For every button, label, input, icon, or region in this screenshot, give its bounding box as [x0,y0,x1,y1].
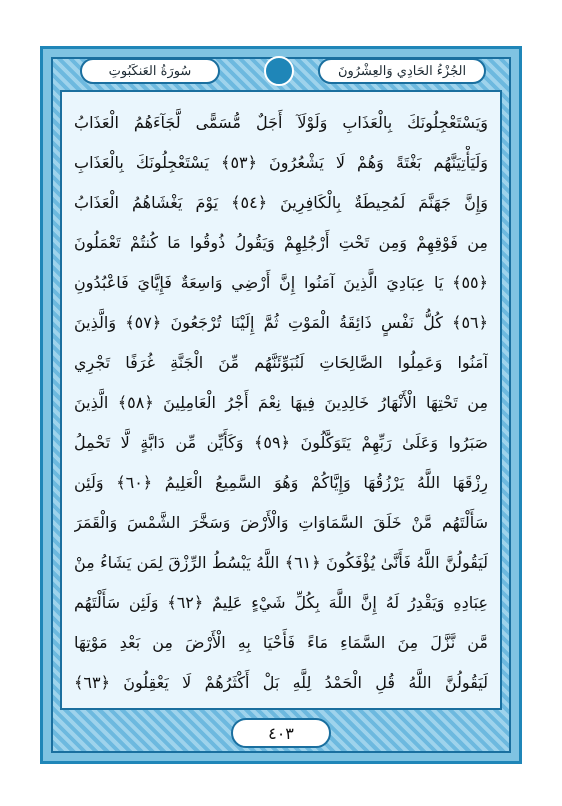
verse-line-1: وَيَسْتَعْجِلُونَكَ بِالْعَذَابِ وَلَوْلَآ أَجَلٌ مُّسَمًّى لَّجَآءَهُمُ الْعَذَابُ [74,113,488,132]
juz-title: الجُزْءُ الحَادِي وَالعِشْرُونَ [318,58,486,84]
verse-line-7: آمَنُوا وَعَمِلُوا الصَّالِحَاتِ لَنُبَوِّئَنَّهُم مِّنَ الْجَنَّةِ غُرَفًا تَجْرِي [74,353,488,372]
verse-line-3: وَإِنَّ جَهَنَّمَ لَمُحِيطَةٌ بِالْكَافِرِينَ ﴿٥٤﴾ يَوْمَ يَغْشَاهُمُ الْعَذَابُ [74,193,488,212]
header-ornament-icon [264,56,294,86]
verse-line-9: صَبَرُوا وَعَلَىٰ رَبِّهِمْ يَتَوَكَّلُونَ ﴿٥٩﴾ وَكَأَيِّن مِّن دَابَّةٍ لَّا تَحْمِلُ [74,433,488,452]
page-number: ٤٠٣ [231,718,331,748]
verse-line-14: مَّن نَّزَّلَ مِنَ السَّمَاءِ مَاءً فَأَحْيَا بِهِ الْأَرْضَ مِن بَعْدِ مَوْتِهَا [74,633,488,652]
verse-line-8: مِن تَحْتِهَا الْأَنْهَارُ خَالِدِينَ فِيهَا نِعْمَ أَجْرُ الْعَامِلِينَ ﴿٥٨﴾ الَّذِينَ [74,393,488,412]
verse-line-10: رِزْقَهَا اللَّهُ يَرْزُقُهَا وَإِيَّاكُمْ وَهُوَ السَّمِيعُ الْعَلِيمُ ﴿٦٠﴾ وَلَئِن [74,473,488,492]
verse-line-12: لَيَقُولُنَّ اللَّهُ فَأَنَّىٰ يُؤْفَكُونَ ﴿٦١﴾ اللَّهُ يَبْسُطُ الرِّزْقَ لِمَن يَشَاءُ مِنْ [74,553,488,572]
verse-line-13: عِبَادِهِ وَيَقْدِرُ لَهُ إِنَّ اللَّهَ بِكُلِّ شَيْءٍ عَلِيمٌ ﴿٦٢﴾ وَلَئِن سَأَلْتَهُم [74,593,488,612]
verse-line-4: مِن فَوْقِهِمْ وَمِن تَحْتِ أَرْجُلِهِمْ وَيَقُولُ ذُوقُوا مَا كُنتُمْ تَعْمَلُونَ [74,233,488,252]
verse-line-5: ﴿٥٥﴾ يَا عِبَادِيَ الَّذِينَ آمَنُوا إِنَّ أَرْضِي وَاسِعَةٌ فَإِيَّايَ فَاعْبُدُونِ [74,273,488,292]
verse-line-2: وَلَيَأْتِيَنَّهُم بَغْتَةً وَهُمْ لَا يَشْعُرُونَ ﴿٥٣﴾ يَسْتَعْجِلُونَكَ بِالْعَذَابِ [74,153,488,172]
verse-line-6: ﴿٥٦﴾ كُلُّ نَفْسٍ ذَائِقَةُ الْمَوْتِ ثُمَّ إِلَيْنَا تُرْجَعُونَ ﴿٥٧﴾ وَالَّذِينَ [74,313,488,332]
surah-title: سُورَةُ العَنكَبُوتِ [80,58,220,84]
verse-line-15: لَيَقُولُنَّ اللَّهُ قُلِ الْحَمْدُ لِلَّهِ بَلْ أَكْثَرُهُمْ لَا يَعْقِلُونَ ﴿٦٣﴾ [74,673,488,692]
verse-line-11: سَأَلْتَهُم مَّنْ خَلَقَ السَّمَاوَاتِ وَالْأَرْضَ وَسَخَّرَ الشَّمْسَ وَالْقَمَرَ [74,513,488,532]
